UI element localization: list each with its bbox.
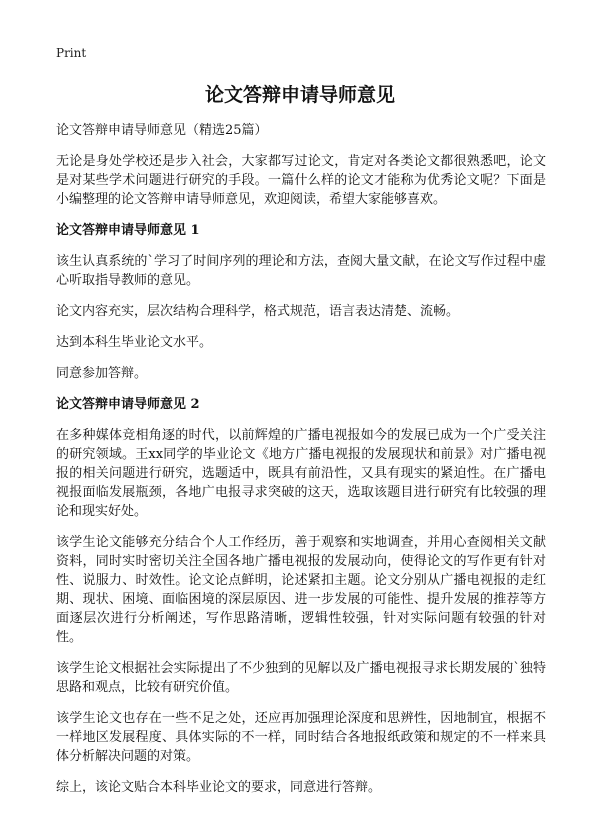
section-paragraph: 该学生论文能够充分结合个人工作经历，善于观察和实地调查，并用心查阅相关文献资料，同时实时密切关注全国各地广播电视报的发展动向，使得论文的写作更有针对性、说服力、时效性。论文论点鲜明，论述紧扣主题。论文分别从广播电视报的走红期、现状、困境、面临困境的深层原因、进一步发展的可能性、提升发展的推荐等方面逐层次进行分析阐述，写作思路清晰，逻辑性较强，针对实际问题有较强的针对性。 <box>56 535 546 645</box>
print-link[interactable]: Print <box>56 46 87 60</box>
page-title: 论文答辩申请导师意见 <box>204 84 395 106</box>
section-heading: 论文答辩申请导师意见 2 <box>56 397 200 412</box>
section-paragraph: 同意参加答辩。 <box>56 366 148 381</box>
section-paragraph: 在多种媒体竞相角逐的时代，以前辉煌的广播电视报如今的发展已成为一个广受关注的研究领域。王xx同学的毕业论文《地方广播电视报的发展现状和前景》对广播电视报的相关问题进行研究，选题适中，既具有前沿性，又具有现实的紧迫性。在广播电视报面临发展瓶颈，各地广电报寻求突破的这天，选取该题目进行研究有比较强的理论和现实好处。 <box>56 428 546 519</box>
section-paragraph: 达到本科生毕业论文水平。 <box>56 335 213 350</box>
intro-paragraph: 无论是身处学校还是步入社会，大家都写过论文，肯定对各类论文都很熟悉吧，论文是对某些学术问题进行研究的手段。一篇什么样的论文才能称为优秀论文呢？下面是小编整理的论文答辩申请导师意见，欢迎阅读，希望大家能够喜欢。 <box>56 154 546 207</box>
document-subtitle: 论文答辩申请导师意见（精选25篇） <box>56 123 268 138</box>
section-heading: 论文答辩申请导师意见 1 <box>56 223 200 238</box>
section-paragraph: 该学生论文根据社会实际提出了不少独到的见解以及广播电视报寻求长期发展的`独特思路和观点，比较有研究价值。 <box>56 661 546 695</box>
document-body <box>56 121 546 809</box>
section-paragraph: 综上，该论文贴合本科毕业论文的要求，同意进行答辩。 <box>56 780 382 795</box>
section-paragraph: 该生认真系统的`学习了时间序列的理论和方法，查阅大量文献，在论文写作过程中虚心听取指导教师的意见。 <box>56 254 546 288</box>
section-paragraph: 该学生论文也存在一些不足之处，还应再加强理论深度和思辨性，因地制宜，根据不一样地区发展程度、具体实际的不一样，同时结合各地报纸政策和规定的不一样来具体分析解决问题的对策。 <box>56 711 546 764</box>
section-paragraph: 论文内容充实，层次结构合理科学，格式规范，语言表达清楚、流畅。 <box>56 304 460 319</box>
